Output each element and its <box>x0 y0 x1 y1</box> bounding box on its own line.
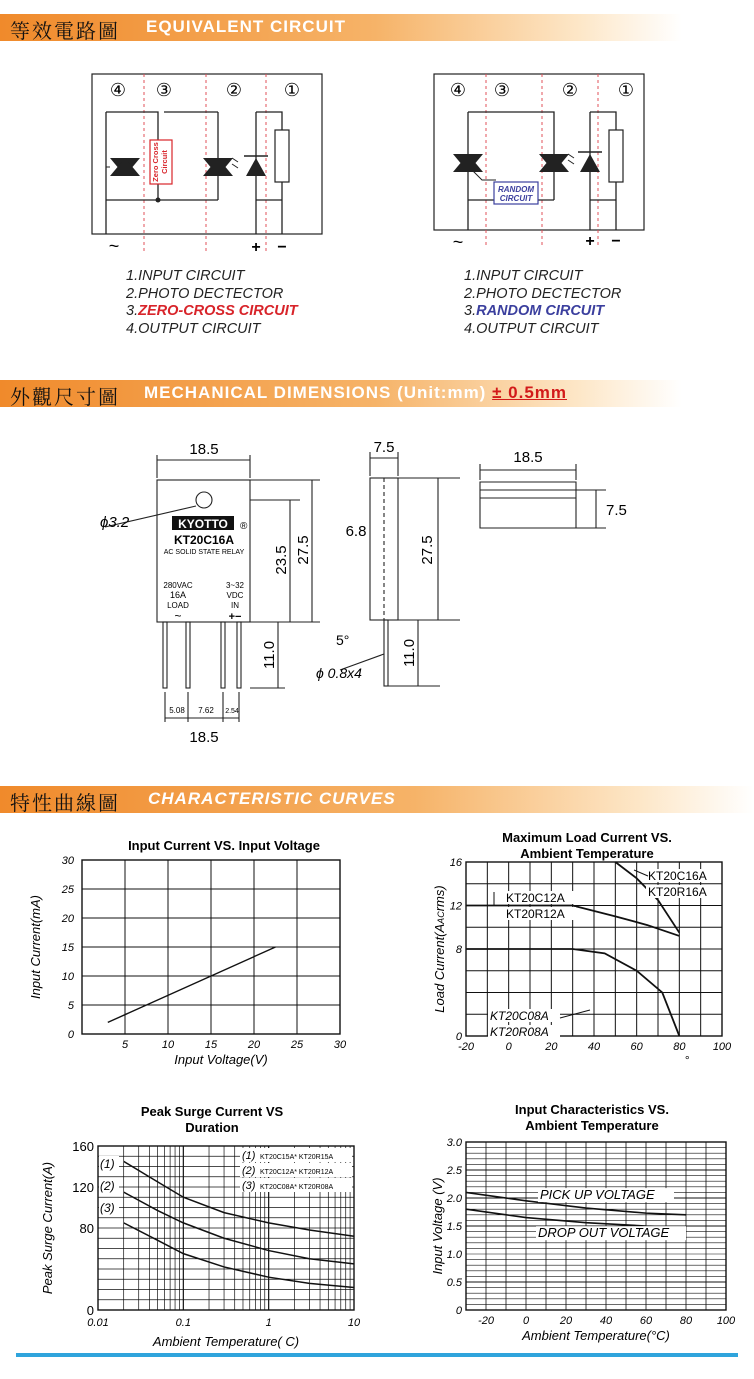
section-bar-circuit <box>0 14 682 41</box>
y-tick-label: 0 <box>86 1303 94 1318</box>
x-axis-unit: ° <box>684 1053 690 1066</box>
series-label: KT20C12A <box>506 891 565 905</box>
resistor-icon <box>275 130 289 182</box>
x-tick-label: 30 <box>333 1039 347 1051</box>
photo-triac-icon <box>203 158 233 176</box>
mech-drawing <box>0 430 754 770</box>
chart-title: Input Current VS. Input Voltage <box>128 838 320 853</box>
x-tick-label: 60 <box>639 1315 653 1327</box>
section-title-en <box>144 383 567 403</box>
x-axis-label: Ambient Temperature(°C) <box>522 1328 670 1343</box>
legend-item: 4.OUTPUT CIRCUIT <box>126 320 261 337</box>
series-label: KT20R08A <box>490 1025 549 1039</box>
curve-label: (1) <box>100 1157 115 1171</box>
minus-symbol: − <box>611 233 621 250</box>
x-tick-label: 100 <box>716 1315 736 1327</box>
x-axis-label: Input Voltage(V) <box>174 1052 268 1067</box>
chart-title-2: Duration <box>185 1120 239 1135</box>
terminal-2: ② <box>225 80 243 100</box>
y-tick-label: 3.0 <box>446 1137 462 1149</box>
section-title-en-text: MECHANICAL DIMENSIONS (Unit:mm) <box>144 383 487 402</box>
x-tick-label: -20 <box>478 1315 494 1327</box>
curve-label: (3) <box>100 1201 115 1215</box>
legend-text: KT20C12A* KT20R12A <box>260 1169 334 1176</box>
chart-title-2: Ambient Temperature <box>525 1118 659 1133</box>
load-rating-3: LOAD <box>167 601 189 610</box>
load-ac-symbol: ~ <box>174 609 182 623</box>
chart-input-characteristics <box>420 1098 750 1350</box>
circuit-right-legend <box>464 268 621 338</box>
series-label: KT20C16A <box>648 869 707 883</box>
dim-pitch-3: 2.54 <box>225 708 239 715</box>
dim-front-width: 18.5 <box>189 441 219 458</box>
dim-pin-length: 11.0 <box>261 640 278 670</box>
y-tick-label: 120 <box>72 1180 94 1195</box>
circuit-left-legend <box>126 268 298 338</box>
x-tick-label: 40 <box>587 1041 601 1053</box>
x-tick-label: 20 <box>559 1315 573 1327</box>
x-tick-label: 40 <box>599 1315 613 1327</box>
circuit-right <box>430 70 670 260</box>
random-text: RANDOM CIRCUIT <box>476 303 605 319</box>
chart-peak-surge <box>30 1100 370 1350</box>
y-tick-label: 2.0 <box>446 1193 462 1205</box>
dim-angle: 5° <box>336 632 350 648</box>
x-tick-label: 1 <box>265 1317 272 1329</box>
y-tick-label: 0 <box>67 1029 74 1041</box>
legend-item: 4.OUTPUT CIRCUIT <box>464 320 599 337</box>
dim-top-height: 7.5 <box>606 502 627 519</box>
dim-hole: ϕ3.2 <box>100 514 130 531</box>
x-tick-label: 25 <box>290 1039 304 1051</box>
series-label: KT20R16A <box>648 885 707 899</box>
y-tick-label: 0 <box>455 1305 462 1317</box>
dim-side-height: 27.5 <box>419 535 436 565</box>
x-tick-label: 20 <box>247 1039 261 1051</box>
y-tick-label: 0 <box>455 1031 462 1043</box>
ac-symbol: ~ <box>108 236 120 256</box>
terminal-2: ② <box>561 80 579 100</box>
led-icon <box>568 152 602 172</box>
relay-subtitle: AC SOLID STATE RELAY <box>163 549 245 556</box>
series-label: DROP OUT VOLTAGE <box>538 1225 670 1241</box>
section-title-cn: 等效電路圖 <box>10 19 120 43</box>
legend-item: 2.PHOTO DECTECTOR <box>464 285 622 302</box>
y-tick-label: 8 <box>455 944 462 956</box>
dim-bottom-width: 18.5 <box>189 729 219 746</box>
series-label: KT20C08A <box>490 1009 549 1023</box>
dim-height-27: 27.5 <box>295 535 312 565</box>
legend-item: 1.INPUT CIRCUIT <box>464 268 583 284</box>
legend-text: KT20C08A* KT20R08A <box>260 1184 334 1191</box>
dim-height-23: 23.5 <box>273 545 290 575</box>
y-tick-label: 1.5 <box>446 1221 462 1233</box>
y-tick-label: 1.0 <box>446 1249 462 1261</box>
brand-logo: KYOTTO <box>178 517 228 531</box>
circuit-left <box>88 70 328 260</box>
curve-label: (2) <box>100 1179 115 1193</box>
y-tick-label: 10 <box>61 971 74 983</box>
x-tick-label: 20 <box>545 1041 558 1053</box>
dim-thickness: 7.5 <box>373 439 395 456</box>
resistor-icon <box>609 130 623 182</box>
brand-reg: ® <box>240 521 248 532</box>
chart-title-1: Peak Surge Current VS <box>140 1104 284 1119</box>
terminal-4: ④ <box>449 80 467 100</box>
load-rating-2: 16A <box>169 590 187 600</box>
triac-icon <box>453 154 483 172</box>
section-title-cn: 特性曲線圖 <box>10 791 120 815</box>
input-rating-3: IN <box>231 601 239 610</box>
x-axis-label: Ambient Temperature( C) <box>152 1334 300 1349</box>
terminal-3: ③ <box>155 80 173 100</box>
y-tick-label: 160 <box>72 1139 94 1154</box>
dim-top-width: 18.5 <box>513 449 543 466</box>
x-tick-label: -20 <box>458 1041 474 1053</box>
y-tick-label: 80 <box>79 1221 94 1236</box>
minus-symbol: − <box>277 239 287 256</box>
chart-title-1: Maximum Load Current VS. <box>502 830 672 845</box>
x-tick-label: 80 <box>679 1315 693 1327</box>
chart-input-current <box>20 830 360 1070</box>
led-icon <box>232 156 268 176</box>
tolerance: ± 0.5mm <box>492 383 568 402</box>
y-tick-label: 12 <box>449 900 462 913</box>
x-tick-label: 0 <box>522 1315 530 1327</box>
input-rating-2: VDC <box>226 591 244 600</box>
triac-icon <box>106 158 140 176</box>
plus-symbol: + <box>585 233 595 250</box>
y-tick-label: 16 <box>449 857 462 869</box>
y-axis-label: Input Voltage (V) <box>430 1177 445 1275</box>
x-tick-label: 80 <box>673 1041 686 1053</box>
x-tick-label: 0 <box>505 1041 512 1053</box>
dim-pitch-1: 5.08 <box>169 706 185 715</box>
y-tick-label: 2.5 <box>446 1165 462 1177</box>
x-tick-label: 5 <box>121 1039 129 1051</box>
zero-cross-text: ZERO-CROSS CIRCUIT <box>138 303 298 319</box>
section-title-en: EQUIVALENT CIRCUIT <box>146 17 346 36</box>
x-tick-label: 100 <box>712 1041 732 1053</box>
section-title-cn: 外觀尺寸圖 <box>10 385 120 409</box>
y-axis-label: Load Current(AACrms) <box>432 885 447 1013</box>
series-label: PICK UP VOLTAGE <box>540 1187 655 1203</box>
x-tick-label: 0.1 <box>175 1317 191 1329</box>
legend-num: (1) <box>242 1150 256 1162</box>
dim-side-pin: 11.0 <box>401 638 418 668</box>
y-tick-label: 15 <box>61 942 74 954</box>
legend-item: 3.RANDOM CIRCUIT <box>464 303 605 319</box>
y-tick-label: 5 <box>67 1000 74 1012</box>
y-tick-label: 0.5 <box>446 1277 462 1289</box>
photo-triac-icon <box>539 154 569 172</box>
ac-symbol: ~ <box>452 232 464 252</box>
section-title-en: CHARACTERISTIC CURVES <box>148 789 396 808</box>
y-tick-label: 25 <box>61 884 74 896</box>
y-tick-label: 20 <box>61 913 74 925</box>
x-tick-label: 15 <box>204 1039 218 1051</box>
legend-item: 2.PHOTO DECTECTOR <box>126 285 284 302</box>
dim-depth: 6.8 <box>345 523 367 540</box>
load-rating-1: 280VAC <box>163 581 193 590</box>
chart-title-1: Input Characteristics VS. <box>515 1102 669 1117</box>
x-tick-label: 60 <box>630 1041 643 1053</box>
dim-pin-diameter: ϕ 0.8x4 <box>316 665 362 681</box>
series-label: KT20R12A <box>506 907 565 921</box>
model-number: KT20C16A <box>173 533 235 547</box>
terminal-1: ① <box>283 80 301 100</box>
input-rating-1: 3~32 <box>225 581 245 590</box>
legend-text: KT20C15A* KT20R15A <box>260 1154 334 1161</box>
terminal-1: ① <box>617 80 635 100</box>
x-tick-label: 0.01 <box>87 1317 109 1329</box>
input-polarity: +− <box>228 611 242 623</box>
y-tick-label: 30 <box>61 855 74 867</box>
random-label-2: CIRCUIT <box>499 194 533 203</box>
zero-cross-label-2: Circuit <box>160 150 169 174</box>
legend-num: (3) <box>242 1180 256 1192</box>
x-tick-label: 10 <box>347 1317 361 1329</box>
y-axis-label: Input Current(mA) <box>28 894 43 1000</box>
legend-num: (2) <box>242 1165 256 1177</box>
legend-item: 3.ZERO-CROSS CIRCUIT <box>126 303 298 319</box>
legend-item: 1.INPUT CIRCUIT <box>126 268 245 284</box>
random-label-1: RANDOM <box>498 185 534 194</box>
chart-load-current <box>420 826 750 1066</box>
section-bar-curves <box>0 786 754 813</box>
plus-symbol: + <box>251 239 261 256</box>
terminal-3: ③ <box>493 80 511 100</box>
section-bar-mech <box>0 380 682 407</box>
y-axis-label: Peak Surge Current(A) <box>40 1161 55 1295</box>
dim-pitch-2: 7.62 <box>198 706 214 715</box>
chart-title-2: Ambient Temperature <box>520 846 654 861</box>
zero-cross-label-1: Zero Cross <box>151 142 160 182</box>
terminal-4: ④ <box>109 80 127 100</box>
footer-rule <box>16 1353 738 1357</box>
x-tick-label: 10 <box>161 1039 175 1051</box>
